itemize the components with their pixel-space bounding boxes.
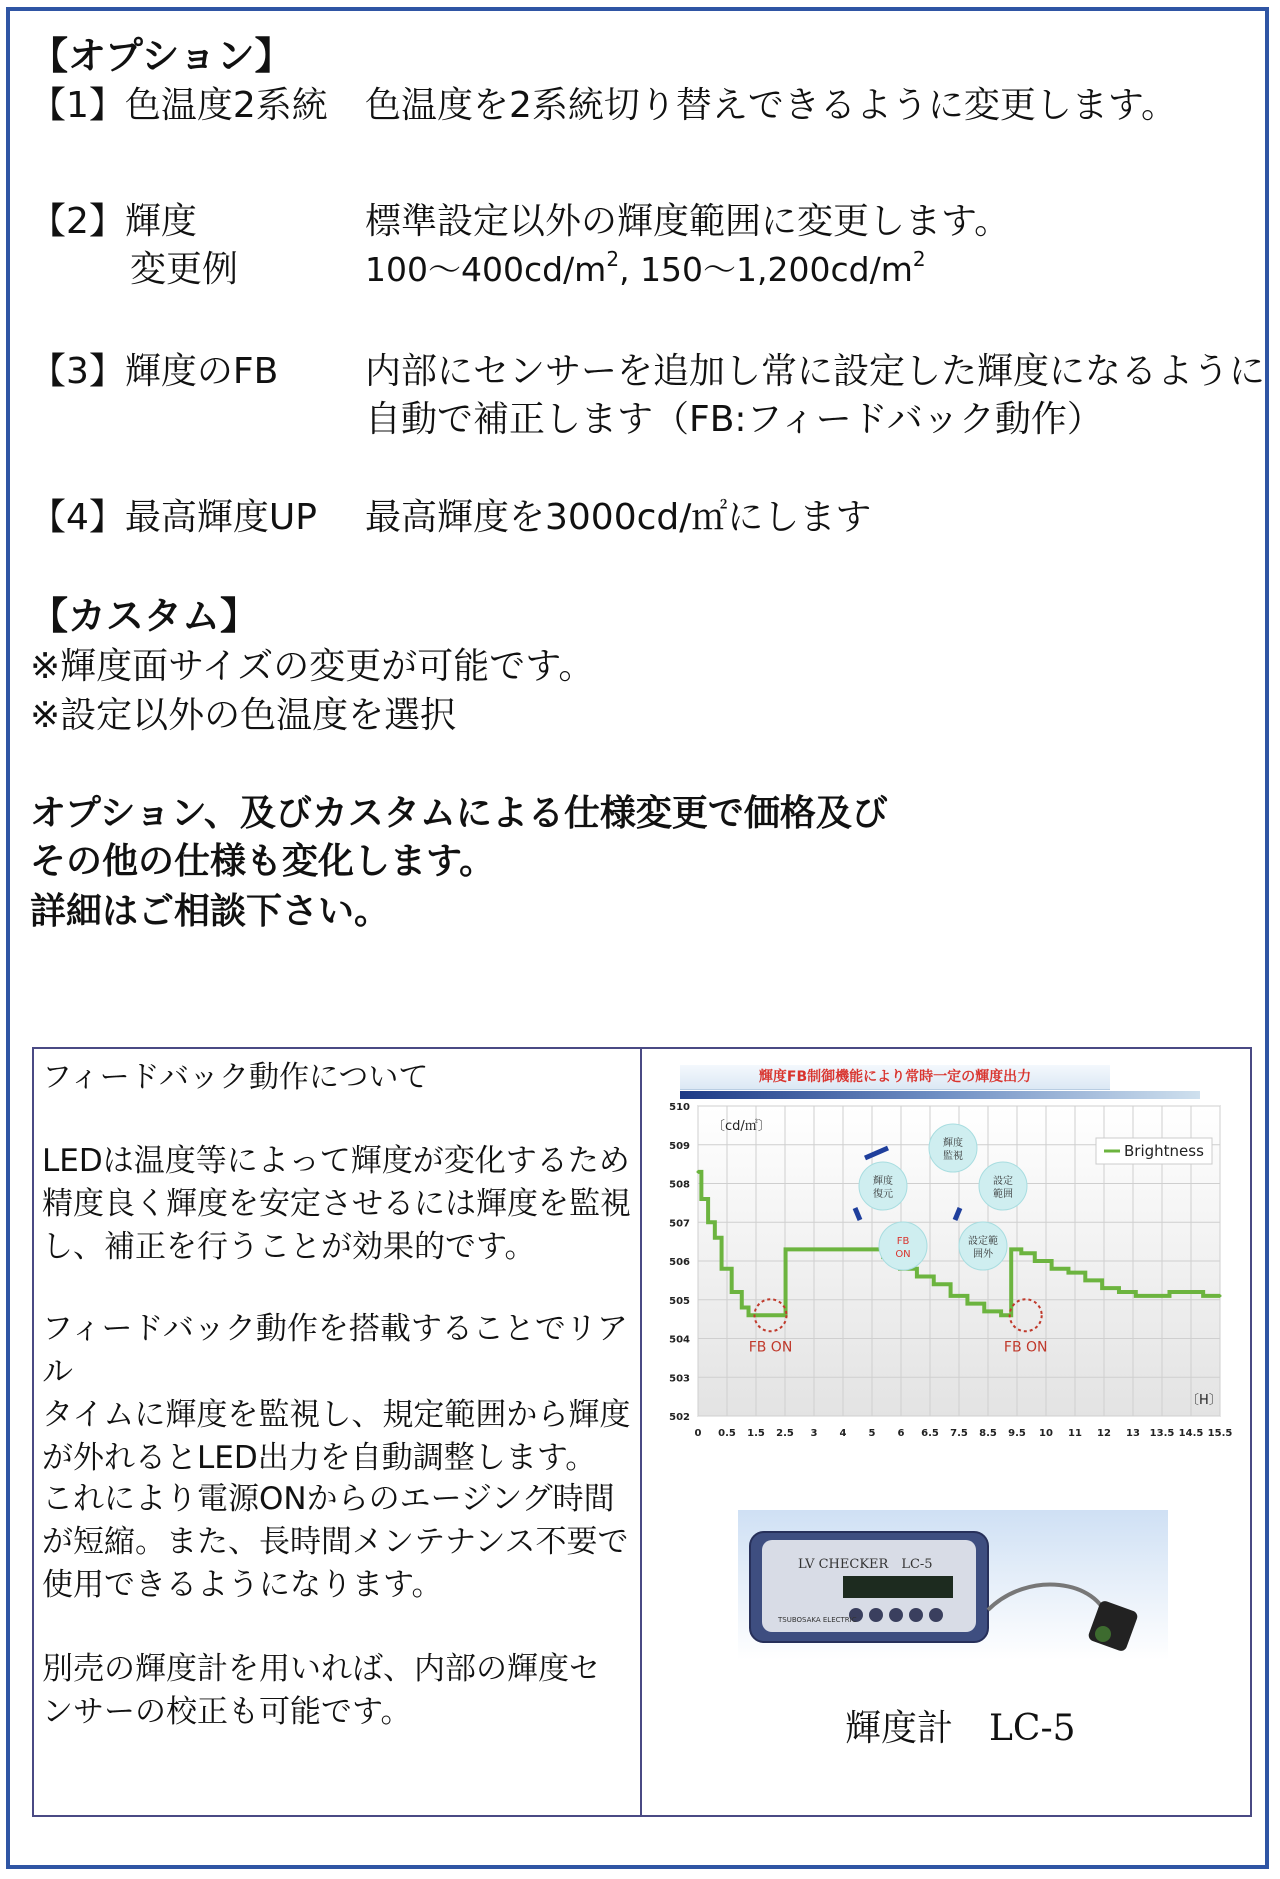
cycle-node-label: FB [896, 1236, 910, 1247]
brightness-data-point [1020, 1252, 1023, 1255]
x-tick-label: 3 [810, 1428, 818, 1439]
y-tick-label: 510 [669, 1102, 690, 1113]
para4-line1: 別売の輝度計を用いれば、内部の輝度セ [42, 1651, 600, 1687]
brightness-data-point [1151, 1294, 1154, 1297]
brightness-data-point [1202, 1294, 1205, 1297]
brightness-data-point [713, 1236, 716, 1239]
option-3-desc-line1: 内部にセンサーを追加し常に設定した輝度になるように [365, 351, 1266, 392]
para2-line1: フィードバック動作を搭載することでリアル [42, 1311, 628, 1390]
device-button-5 [929, 1608, 943, 1622]
x-tick-label: 4 [839, 1428, 847, 1439]
x-tick-label: 6 [897, 1428, 905, 1439]
brightness-data-point [784, 1248, 787, 1251]
y-tick-label: 506 [669, 1257, 690, 1268]
brightness-data-point [915, 1275, 918, 1278]
option-2-sublabel: 変更例 [130, 249, 239, 290]
feedback-paragraph-1 [42, 1140, 642, 1269]
y-axis-label: 〔cd/㎡〕 [712, 1119, 771, 1134]
brightness-data-point [983, 1310, 986, 1313]
option-3-label: 【3】輝度のFB [30, 351, 279, 392]
option-3-desc-line2: 自動で補正します（FB:フィードバック動作） [365, 399, 1103, 440]
cycle-node-label: 囲外 [973, 1249, 993, 1260]
option-2-example: 100〜$400cd/m^2$, 150〜$1,200cd/m^2$ [365, 247, 926, 289]
option-1-desc: 色温度を2系統切り替えできるように変更します。 [365, 85, 1178, 126]
x-tick-label: 14.5 [1178, 1428, 1204, 1439]
brightness-data-point [966, 1302, 969, 1305]
para4-line2: ンサーの校正も可能です。 [42, 1694, 412, 1730]
device-maker: TSUBOSAKA ELECTRIC [778, 1616, 857, 1624]
feedback-paragraph-4 [42, 1648, 642, 1734]
y-tick-label: 502 [669, 1412, 690, 1423]
para3-line1: これにより電源ONからのエージング時間 [42, 1481, 615, 1517]
cycle-node-label: 監視 [943, 1151, 963, 1162]
device-button-4 [909, 1608, 923, 1622]
brightness-data-point [1185, 1291, 1188, 1294]
custom-line-2: ※設定以外の色温度を選択 [30, 695, 457, 736]
x-tick-label: 10 [1039, 1428, 1053, 1439]
legend-label: Brightness [1124, 1142, 1204, 1160]
feedback-paragraph-3 [42, 1478, 642, 1607]
option-2-desc: 標準設定以外の輝度範囲に変更します。 [365, 201, 1011, 242]
para3-line3: 使用できるようになります。 [42, 1567, 443, 1603]
brightness-data-point [1134, 1294, 1137, 1297]
para1-line3: し、補正を行うことが効果的です。 [42, 1229, 536, 1265]
brightness-data-point [697, 1170, 700, 1173]
y-tick-label: 507 [669, 1218, 690, 1230]
brightness-data-point [831, 1248, 834, 1251]
cycle-node-label: ON [895, 1249, 911, 1260]
brightness-data-point [777, 1314, 780, 1317]
para1-line2: 精度良く輝度を安定させるには輝度を監視 [42, 1186, 631, 1222]
x-tick-label: 0.5 [718, 1428, 736, 1439]
y-tick-label: 504 [669, 1334, 690, 1346]
notice-line-1: オプション、及びカスタムによる仕様変更で価格及び [30, 793, 888, 834]
brightness-data-point [700, 1198, 703, 1201]
x-tick-label: 12 [1097, 1428, 1111, 1439]
brightness-data-point [720, 1267, 723, 1270]
brightness-data-point [730, 1291, 733, 1294]
y-tick-label: 509 [669, 1140, 690, 1152]
x-tick-label: 8.5 [979, 1428, 997, 1439]
fb-on-label: FB ON [1003, 1339, 1048, 1356]
option-4-desc: 最高輝度を3000cd/㎡にします [365, 497, 872, 538]
brightness-data-point [740, 1306, 743, 1309]
fb-on-label: FB ON [748, 1339, 793, 1356]
brightness-data-point [932, 1283, 935, 1286]
feedback-paragraph-2 [42, 1308, 642, 1480]
device-photo-background [738, 1510, 1168, 1660]
cycle-node-label: 範囲 [993, 1189, 1013, 1200]
device-button-3 [889, 1608, 903, 1622]
custom-line-1: ※輝度面サイズの変更が可能です。 [30, 646, 595, 687]
brightness-data-point [764, 1314, 767, 1317]
luminance-meter-image [738, 1510, 1168, 1660]
option-1-label: 【1】色温度2系統 [30, 85, 328, 126]
brightness-data-point [707, 1221, 710, 1224]
brightness-chart [660, 1100, 1240, 1440]
device-display [843, 1576, 953, 1598]
option-4-label: 【4】最高輝度UP [30, 497, 317, 538]
brightness-data-point [865, 1248, 868, 1251]
x-axis-label: 〔H〕 [1186, 1393, 1222, 1408]
x-tick-label: 1.5 [747, 1428, 765, 1439]
para3-line2: が短縮。また、長時間メンテナンス不要で [42, 1524, 629, 1560]
brightness-data-point [1010, 1248, 1013, 1251]
chart-title-underbar [680, 1091, 1200, 1099]
x-tick-label: 0 [694, 1428, 702, 1439]
brightness-data-point [1084, 1279, 1087, 1282]
feedback-title: フィードバック動作について [42, 1060, 429, 1095]
brightness-data-point [1219, 1294, 1222, 1297]
device-caption: 輝度計 LC-5 [845, 1708, 1076, 1749]
x-tick-label: 5 [868, 1428, 876, 1439]
chart-title: 輝度FB制御機能により常時一定の輝度出力 [680, 1065, 1110, 1090]
options-heading: 【オプション】 [30, 34, 293, 78]
x-tick-label: 7.5 [950, 1428, 968, 1439]
brightness-data-point [1168, 1291, 1171, 1294]
notice-line-2: その他の仕様も変化します。 [30, 841, 496, 882]
x-tick-label: 9.5 [1008, 1428, 1026, 1439]
device-button-2 [869, 1608, 883, 1622]
device-label: LV CHECKER LC-5 [798, 1557, 933, 1572]
para2-line3: が外れるとLED出力を自動調整します。 [42, 1440, 597, 1476]
cycle-node-label: 輝度 [873, 1176, 893, 1187]
para1-line1: LEDは温度等によって輝度が変化するため [42, 1143, 630, 1179]
y-tick-label: 505 [669, 1295, 690, 1307]
cycle-node-label: 設定 [993, 1176, 1013, 1187]
brightness-data-point [949, 1294, 952, 1297]
option-2-label: 【2】輝度 [30, 201, 197, 242]
x-tick-label: 13.5 [1149, 1428, 1175, 1439]
brightness-data-point [798, 1248, 801, 1251]
brightness-data-point [747, 1314, 750, 1317]
sensor-lens [1095, 1626, 1111, 1642]
brightness-data-point [1050, 1267, 1053, 1270]
sensor-cable [988, 1585, 1108, 1620]
brightness-data-point [1101, 1287, 1104, 1290]
cycle-node-label: 復元 [873, 1189, 893, 1200]
x-tick-label: 13 [1126, 1428, 1140, 1439]
x-tick-label: 11 [1068, 1428, 1082, 1439]
brightness-data-point [1117, 1291, 1120, 1294]
para2-line2: タイムに輝度を監視し、規定範囲から輝度 [42, 1397, 631, 1433]
cycle-node-label: 輝度 [943, 1138, 963, 1149]
brightness-data-point [1033, 1260, 1036, 1263]
y-tick-label: 503 [669, 1373, 690, 1385]
brightness-data-point [1000, 1314, 1003, 1317]
notice-line-3: 詳細はご相談下さい。 [30, 891, 391, 932]
y-tick-label: 508 [669, 1179, 690, 1191]
sensor-head [1087, 1599, 1139, 1652]
x-tick-label: 15.5 [1207, 1428, 1233, 1439]
x-tick-label: 6.5 [921, 1428, 939, 1439]
cycle-node-label: 設定範 [968, 1236, 998, 1247]
custom-heading: 【カスタム】 [30, 594, 259, 638]
x-tick-label: 2.5 [776, 1428, 794, 1439]
brightness-data-point [1067, 1271, 1070, 1274]
